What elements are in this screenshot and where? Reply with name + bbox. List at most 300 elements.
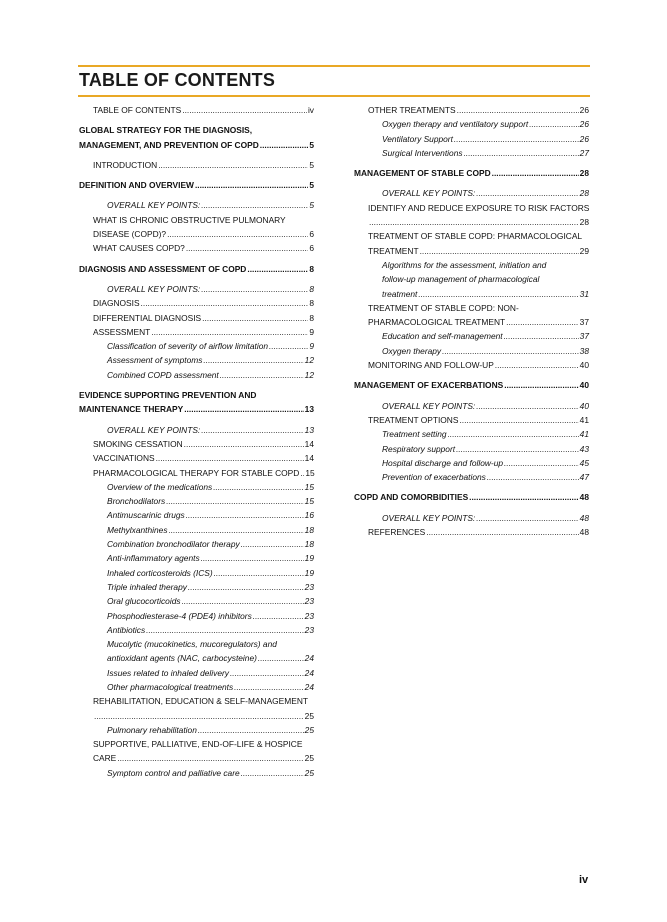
toc-entry[interactable] — [79, 178, 314, 192]
toc-entry-page: 18 — [304, 539, 314, 550]
dot-leader — [117, 751, 303, 765]
toc-entry-title: Symptom control and palliative care — [107, 767, 240, 778]
toc-entry-line — [107, 537, 314, 551]
toc-entry[interactable] — [79, 325, 314, 339]
toc-entry[interactable] — [79, 537, 314, 551]
toc-entry-title: Oxygen therapy and ventilatory support — [382, 119, 529, 130]
toc-entry-page: 9 — [309, 326, 314, 337]
toc-entry-page: 26 — [579, 119, 589, 130]
toc-entry-title: MAINTENANCE THERAPY — [79, 404, 184, 415]
toc-entry-line — [107, 198, 314, 212]
toc-entry-line — [93, 241, 314, 255]
toc-entry-title: COPD AND COMORBIDITIES — [354, 492, 469, 503]
toc-entry-title: DIFFERENTIAL DIAGNOSIS — [93, 312, 202, 323]
toc-entry-line — [354, 490, 589, 504]
toc-entry-page: iv — [307, 105, 314, 115]
dot-leader — [253, 609, 304, 623]
toc-entry-line — [382, 511, 589, 525]
toc-entry[interactable] — [79, 737, 314, 766]
toc-entry-page: 25 — [304, 710, 314, 721]
dot-leader — [186, 508, 304, 522]
toc-entry-title-line: REHABILITATION, EDUCATION & SELF-MANAGEMENT — [93, 696, 308, 707]
toc-entry-page: 9 — [309, 341, 314, 352]
toc-entry-page: 41 — [579, 414, 589, 425]
toc-entry-title: Respiratory support — [382, 443, 456, 454]
toc-entry-page: 43 — [579, 443, 589, 454]
toc-entry[interactable] — [79, 694, 314, 723]
dot-leader — [201, 282, 308, 296]
dot-leader — [201, 423, 303, 437]
toc-entry[interactable] — [354, 442, 589, 456]
toc-entry-line — [382, 456, 589, 470]
toc-entry-page: 23 — [304, 624, 314, 635]
toc-entry-page: 25 — [304, 753, 314, 764]
toc-entry[interactable] — [79, 594, 314, 608]
toc-entry-line — [382, 186, 589, 200]
toc-entry-line — [93, 451, 314, 465]
toc-entry-page: 37 — [579, 317, 589, 328]
toc-entry[interactable] — [354, 229, 589, 258]
toc-entry-title: TREATMENT — [368, 245, 419, 256]
toc-entry-title: VACCINATIONS — [93, 453, 155, 464]
toc-entry-title-line: WHAT IS CHRONIC OBSTRUCTIVE PULMONARY — [93, 214, 286, 225]
dot-leader — [300, 466, 304, 480]
toc-entry[interactable] — [354, 258, 589, 301]
toc-entry[interactable] — [79, 551, 314, 565]
toc-entry[interactable] — [79, 423, 314, 437]
toc-entry-page: 26 — [579, 105, 589, 115]
toc-entry-title: DISEASE (COPD)? — [93, 229, 167, 240]
toc-entry-title-line: IDENTIFY AND REDUCE EXPOSURE TO RISK FACTORS — [368, 202, 590, 213]
dot-leader — [420, 244, 579, 258]
toc-entry[interactable] — [354, 186, 589, 200]
toc-entry-page: 15 — [304, 496, 314, 507]
toc-entry-title: Education and self-management — [382, 331, 503, 342]
toc-entry[interactable] — [79, 282, 314, 296]
dot-leader — [151, 325, 308, 339]
toc-entry[interactable] — [79, 451, 314, 465]
toc-entry-page: 48 — [579, 492, 589, 503]
toc-entry-page: 5 — [309, 200, 314, 211]
toc-entry-title: OVERALL KEY POINTS: — [382, 188, 476, 199]
toc-entry-title: treatment — [382, 288, 418, 299]
toc-entry-title: Issues related to inhaled delivery — [107, 667, 229, 678]
toc-entry-line — [368, 103, 589, 117]
toc-entry-title: Phosphodiesterase-4 (PDE4) inhibitors — [107, 610, 252, 621]
toc-entry-page: 13 — [304, 404, 314, 415]
toc-entry-page: 47 — [579, 472, 589, 483]
toc-entry-page: 18 — [304, 524, 314, 535]
toc-entry[interactable] — [354, 490, 589, 504]
toc-entry-title-line: Algorithms for the assessment, initiation and — [382, 259, 547, 270]
toc-entry[interactable] — [354, 358, 589, 372]
toc-entry-page: 37 — [579, 331, 589, 342]
toc-entry[interactable] — [354, 146, 589, 160]
toc-entry[interactable] — [79, 723, 314, 737]
toc-entry-title: ASSESSMENT — [93, 326, 151, 337]
toc-entry-page: 19 — [304, 553, 314, 564]
toc-entry-title: Antimuscarinic drugs — [107, 510, 185, 521]
toc-entry-line — [79, 138, 314, 152]
toc-entry-title: DIAGNOSIS AND ASSESSMENT OF COPD — [79, 263, 247, 274]
toc-entry-line — [93, 325, 314, 339]
toc-entry-page: 41 — [579, 429, 589, 440]
toc-entry[interactable] — [79, 666, 314, 680]
toc-entry-line — [107, 368, 314, 382]
toc-entry-title: Methylxanthines — [107, 524, 168, 535]
toc-entry[interactable] — [354, 399, 589, 413]
toc-entry[interactable] — [354, 378, 589, 392]
toc-entry-page: 19 — [304, 567, 314, 578]
dot-leader — [182, 103, 307, 117]
toc-entry-line — [107, 580, 314, 594]
dot-leader — [188, 580, 304, 594]
toc-entry[interactable] — [354, 166, 589, 180]
dot-leader — [492, 166, 579, 180]
dot-leader — [202, 311, 308, 325]
toc-entry[interactable] — [354, 413, 589, 427]
dot-leader — [442, 344, 579, 358]
toc-entry-title: MANAGEMENT OF EXACERBATIONS — [354, 380, 504, 391]
toc-entry[interactable] — [354, 329, 589, 343]
dot-leader — [169, 523, 304, 537]
toc-entry-line — [107, 551, 314, 565]
toc-entry-page: 48 — [579, 512, 589, 523]
toc-entry-line — [93, 751, 314, 765]
toc-entry[interactable] — [354, 511, 589, 525]
toc-entry-page: 25 — [304, 767, 314, 778]
toc-entry[interactable] — [354, 103, 589, 117]
toc-entry-line — [93, 296, 314, 310]
toc-entry[interactable] — [79, 566, 314, 580]
page-number: iv — [579, 874, 589, 886]
dot-leader — [241, 766, 304, 780]
toc-entry-line — [354, 166, 589, 180]
dot-leader — [476, 511, 578, 525]
toc-entry-line — [107, 523, 314, 537]
dot-leader — [476, 186, 578, 200]
dot-leader — [94, 709, 304, 723]
toc-entry-line — [107, 508, 314, 522]
toc-entry-title: Inhaled corticosteroids (ICS) — [107, 567, 213, 578]
dot-leader — [201, 198, 308, 212]
toc-entry-title: TABLE OF CONTENTS — [93, 105, 182, 115]
toc-entry[interactable] — [79, 480, 314, 494]
toc-entry[interactable] — [79, 311, 314, 325]
toc-entry-line — [368, 413, 589, 427]
toc-entry-title: Overview of the medications — [107, 481, 213, 492]
toc-entry[interactable] — [354, 117, 589, 131]
toc-entry-page: 38 — [579, 345, 589, 356]
dot-leader — [504, 329, 579, 343]
dot-leader — [198, 723, 304, 737]
toc-entry-line — [107, 480, 314, 494]
toc-entry-page: 40 — [579, 360, 589, 371]
toc-entry-page: 28 — [579, 168, 589, 179]
toc-entry-title: OTHER TREATMENTS — [368, 105, 456, 115]
dot-leader — [141, 296, 309, 310]
toc-entry-line — [107, 766, 314, 780]
dot-leader — [247, 262, 308, 276]
toc-entry[interactable] — [354, 132, 589, 146]
toc-entry-title: Treatment setting — [382, 429, 447, 440]
toc-entry-line — [107, 594, 314, 608]
toc-entry-page: 27 — [579, 147, 589, 158]
toc-entry-line — [107, 680, 314, 694]
toc-entry-line — [382, 287, 589, 301]
toc-entry-page: 28 — [579, 188, 589, 199]
toc-entry-line — [93, 437, 314, 451]
toc-entry[interactable] — [354, 456, 589, 470]
toc-entry-line — [107, 353, 314, 367]
dot-leader — [258, 651, 304, 665]
toc-left-column — [79, 103, 314, 780]
toc-entry[interactable] — [79, 388, 314, 417]
dot-leader — [213, 480, 303, 494]
dot-leader — [203, 353, 303, 367]
toc-entry-title-line: EVIDENCE SUPPORTING PREVENTION AND — [79, 390, 257, 401]
toc-entry-page: 24 — [304, 681, 314, 692]
toc-entry-page: 26 — [579, 133, 589, 144]
toc-entry-title-line: TREATMENT OF STABLE COPD: PHARMACOLOGICAL — [368, 231, 583, 242]
dot-leader — [457, 103, 579, 117]
toc-entry[interactable] — [354, 525, 589, 539]
dot-leader — [495, 358, 579, 372]
toc-entry[interactable] — [79, 262, 314, 276]
toc-entry[interactable] — [79, 123, 314, 152]
dot-leader — [464, 146, 579, 160]
toc-entry[interactable] — [79, 580, 314, 594]
toc-entry-line — [107, 723, 314, 737]
toc-entry-page: 5 — [309, 180, 314, 191]
dot-leader — [182, 594, 304, 608]
toc-entry-line — [79, 262, 314, 276]
toc-entry-title: OVERALL KEY POINTS: — [382, 512, 476, 523]
toc-entry-page: 31 — [579, 288, 589, 299]
dot-leader — [459, 413, 578, 427]
toc-entry[interactable] — [79, 241, 314, 255]
dot-leader — [418, 287, 578, 301]
toc-entry[interactable] — [79, 158, 314, 172]
toc-entry-title: Triple inhaled therapy — [107, 581, 187, 592]
toc-entry-title: Pulmonary rehabilitation — [107, 724, 197, 735]
dot-leader — [504, 456, 579, 470]
toc-entry-line — [382, 146, 589, 160]
toc-entry-page: 5 — [309, 139, 314, 150]
toc-entry-title: OVERALL KEY POINTS: — [107, 200, 201, 211]
toc-entry-title: INTRODUCTION — [93, 159, 158, 170]
toc-entry-title: Classification of severity of airflow limitation — [107, 341, 269, 352]
dot-leader — [506, 315, 579, 329]
toc-entry[interactable] — [79, 508, 314, 522]
dot-leader — [269, 339, 308, 353]
dot-leader — [220, 368, 304, 382]
toc-entry-line — [368, 315, 589, 329]
toc-entry-page: 29 — [579, 245, 589, 256]
toc-entry-title: antioxidant agents (NAC, carbocysteine) — [107, 653, 257, 664]
toc-entry-line — [79, 402, 314, 416]
toc-entry-page: 40 — [579, 400, 589, 411]
toc-entry-title: MANAGEMENT OF STABLE COPD — [354, 168, 491, 179]
toc-entry-line — [368, 244, 589, 258]
toc-entry-line — [107, 623, 314, 637]
toc-entry-line — [382, 329, 589, 343]
toc-entry-page: 8 — [309, 283, 314, 294]
toc-entry-page: 14 — [304, 453, 314, 464]
dot-leader — [234, 680, 304, 694]
dot-leader — [241, 537, 304, 551]
toc-entry-title: SMOKING CESSATION — [93, 438, 183, 449]
toc-entry[interactable] — [79, 523, 314, 537]
page-title: TABLE OF CONTENTS — [79, 70, 276, 90]
toc-entry-line — [107, 666, 314, 680]
toc-entry-page: 40 — [579, 380, 589, 391]
toc-entry[interactable] — [79, 368, 314, 382]
toc-entry[interactable] — [79, 353, 314, 367]
toc-entry-page: 23 — [304, 610, 314, 621]
dot-leader — [166, 494, 303, 508]
toc-right-column — [354, 103, 589, 539]
dot-leader — [184, 402, 303, 416]
toc-entry-line — [93, 158, 314, 172]
toc-entry-title: Anti-inflammatory agents — [107, 553, 200, 564]
toc-entry-title: OVERALL KEY POINTS: — [107, 283, 201, 294]
toc-entry-line — [107, 423, 314, 437]
toc-entry-line — [93, 466, 314, 480]
dot-leader — [146, 623, 304, 637]
dot-leader — [201, 551, 304, 565]
dot-leader — [529, 117, 578, 131]
toc-entry[interactable] — [79, 339, 314, 353]
dot-leader — [195, 178, 308, 192]
toc-entry-line — [382, 427, 589, 441]
dot-leader — [448, 427, 579, 441]
toc-entry-page: 8 — [309, 298, 314, 309]
toc-entry-title-line: follow-up management of pharmacological — [382, 274, 540, 285]
toc-entry-line — [107, 494, 314, 508]
toc-entry-title: CARE — [93, 753, 117, 764]
toc-entry[interactable] — [79, 766, 314, 780]
toc-entry-page: 14 — [304, 438, 314, 449]
toc-entry[interactable] — [79, 623, 314, 637]
toc-entry-title: MONITORING AND FOLLOW-UP — [368, 360, 494, 371]
toc-entry-title-line: Mucolytic (mucokinetics, mucoregulators) and — [107, 639, 277, 650]
toc-entry-page: 23 — [304, 596, 314, 607]
toc-entry-title: Assessment of symptoms — [107, 355, 203, 366]
toc-entry[interactable] — [354, 427, 589, 441]
toc-entry-title: Other pharmacological treatments — [107, 681, 234, 692]
toc-entry-line — [107, 282, 314, 296]
toc-entry[interactable] — [79, 680, 314, 694]
toc-entry-line — [107, 339, 314, 353]
dot-leader — [230, 666, 304, 680]
toc-entry-line — [368, 358, 589, 372]
dot-leader — [454, 132, 579, 146]
toc-entry-line — [79, 178, 314, 192]
toc-entry[interactable] — [79, 198, 314, 212]
toc-entry-page: 8 — [309, 312, 314, 323]
toc-entry[interactable] — [79, 466, 314, 480]
toc-entry-title: PHARMACOLOGICAL THERAPY FOR STABLE COPD — [93, 467, 300, 478]
toc-entry-title: WHAT CAUSES COPD? — [93, 243, 185, 254]
toc-entry-line — [93, 311, 314, 325]
dot-leader — [158, 158, 308, 172]
dot-leader — [260, 138, 309, 152]
dot-leader — [476, 399, 578, 413]
toc-entry-line — [382, 132, 589, 146]
toc-entry-line — [382, 442, 589, 456]
title-underline-rule — [78, 95, 590, 97]
toc-entry-title-line: GLOBAL STRATEGY FOR THE DIAGNOSIS, — [79, 125, 253, 136]
toc-entry-title: Bronchodilators — [107, 496, 166, 507]
toc-entry-page: 28 — [579, 217, 589, 228]
dot-leader — [156, 451, 304, 465]
toc-entry[interactable] — [79, 213, 314, 242]
toc-entry-page: 5 — [309, 159, 314, 170]
toc-entry[interactable] — [79, 437, 314, 451]
toc-entry-title: DEFINITION AND OVERVIEW — [79, 180, 194, 191]
toc-entry-line — [382, 117, 589, 131]
toc-entry-title: Surgical Interventions — [382, 147, 463, 158]
toc-entry-page: 15 — [304, 481, 314, 492]
dot-leader — [186, 241, 308, 255]
toc-entry-line — [354, 378, 589, 392]
toc-entry-title: Oral glucocorticoids — [107, 596, 181, 607]
dot-leader — [469, 490, 579, 504]
toc-entry-page: 12 — [304, 355, 314, 366]
toc-entry-title: Combination bronchodilator therapy — [107, 539, 240, 550]
toc-entry-page: 6 — [309, 243, 314, 254]
toc-entry[interactable] — [354, 470, 589, 484]
toc-entry-title: Combined COPD assessment — [107, 369, 219, 380]
dot-leader — [184, 437, 304, 451]
toc-entry[interactable] — [354, 201, 589, 230]
toc-entry-title: Hospital discharge and follow-up — [382, 457, 504, 468]
toc-entry-title: MANAGEMENT, AND PREVENTION OF COPD — [79, 139, 259, 150]
toc-entry[interactable] — [79, 103, 314, 117]
toc-entry-page: 6 — [309, 229, 314, 240]
toc-entry-line — [382, 344, 589, 358]
toc-entry-title: OVERALL KEY POINTS: — [382, 400, 476, 411]
toc-entry-line — [368, 525, 589, 539]
toc-entry-title: PHARMACOLOGICAL TREATMENT — [368, 317, 506, 328]
toc-entry[interactable] — [79, 609, 314, 623]
dot-leader — [214, 566, 304, 580]
toc-entry[interactable] — [354, 344, 589, 358]
toc-entry-page: 23 — [304, 581, 314, 592]
toc-entry-title: TREATMENT OPTIONS — [368, 414, 459, 425]
dot-leader — [456, 442, 579, 456]
toc-entry-line — [107, 609, 314, 623]
toc-entry-page: 12 — [304, 369, 314, 380]
dot-leader — [504, 378, 578, 392]
toc-entry[interactable] — [79, 494, 314, 508]
toc-entry-line — [93, 709, 314, 723]
toc-entry-page: 15 — [305, 467, 315, 478]
toc-entry[interactable] — [79, 637, 314, 666]
toc-entry-page: 48 — [579, 527, 589, 538]
toc-entry-line — [107, 651, 314, 665]
dot-leader — [426, 525, 578, 539]
toc-entry[interactable] — [354, 301, 589, 330]
dot-leader — [167, 227, 308, 241]
top-accent-rule — [78, 65, 590, 67]
toc-entry-line — [93, 103, 314, 117]
toc-entry-title: Antibiotics — [107, 624, 146, 635]
toc-entry-page: 8 — [309, 263, 314, 274]
toc-entry[interactable] — [79, 296, 314, 310]
toc-entry-line — [93, 227, 314, 241]
